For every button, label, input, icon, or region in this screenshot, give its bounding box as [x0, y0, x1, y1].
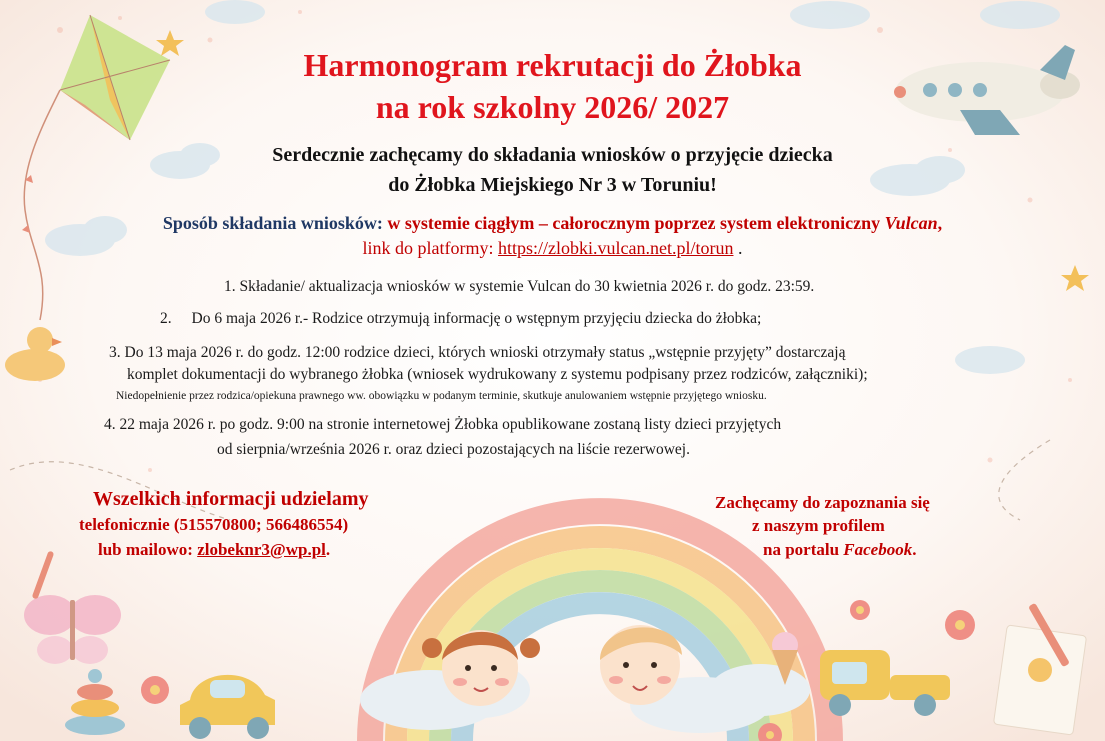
step-4-line-1: 4. 22 maja 2026 r. po godz. 9:00 na stronie internetowej Żłobka opublikowane zostaną listy dzieci przyjętych	[104, 416, 782, 433]
facebook-line-1: Zachęcamy do zapoznania się	[715, 493, 930, 512]
step-3-line-2: komplet dokumentacji do wybranego żłobka (wniosek wydrukowany z systemu podpisany przez rodziców, załączniki);	[127, 366, 868, 383]
platform-link[interactable]: https://zlobki.vulcan.net.pl/torun	[498, 238, 734, 258]
mail-prefix: lub mailowo:	[98, 540, 193, 559]
email-link[interactable]: zlobeknr3@wp.pl	[197, 540, 326, 559]
invitation-line-2: do Żłobka Miejskiego Nr 3 w Toruniu!	[388, 174, 717, 196]
step-2-text: Do 6 maja 2026 r.- Rodzice otrzymują informację o wstępnym przyjęciu dziecka do żłobka;	[191, 310, 762, 327]
page-subtitle: na rok szkolny 2026/ 2027	[375, 89, 730, 125]
link-suffix: .	[737, 238, 743, 258]
facebook-name[interactable]: Facebook	[843, 540, 913, 559]
step-2	[160, 310, 761, 328]
mail-suffix: .	[325, 540, 331, 559]
method-text: w systemie ciągłym – całorocznym poprzez system elektroniczny	[387, 213, 881, 233]
facebook-suffix: .	[912, 540, 917, 559]
platform-link-line	[0, 236, 1105, 260]
method-comma: ,	[937, 213, 943, 233]
page-title: Harmonogram rekrutacji do Żłobka	[303, 47, 802, 83]
facebook-prefix: na portalu	[763, 540, 840, 559]
step-1: 1. Składanie/ aktualizacja wniosków w systemie Vulcan do 30 kwietnia 2026 r. do godz. 23:59.	[224, 278, 815, 295]
invitation-line-1: Serdecznie zachęcamy do składania wniosków o przyjęcie dziecka	[272, 144, 833, 166]
facebook-line-2: z naszym profilem	[752, 516, 885, 535]
contact-mail	[98, 540, 330, 560]
step-2-number: 2.	[160, 310, 172, 327]
facebook-line-3	[763, 540, 916, 560]
contact-heading: Wszelkich informacji udzielamy	[93, 488, 369, 510]
method-system: Vulcan	[884, 213, 938, 233]
application-method	[0, 211, 1105, 235]
contact-phone: telefonicznie (515570800; 566486554)	[79, 515, 349, 534]
step-3-line-1: 3. Do 13 maja 2026 r. do godz. 12:00 rodzice dzieci, których wnioski otrzymały status „wstępnie przyjęty” dostarczają	[109, 344, 846, 361]
step-4-line-2: od sierpnia/września 2026 r. oraz dzieci pozostających na liście rezerwowej.	[217, 441, 690, 458]
link-prefix: link do platformy:	[362, 238, 494, 258]
step-3-note: Niedopełnienie przez rodzica/opiekuna prawnego ww. obowiązku w podanym terminie, skutkuje anulowaniem wstępnie przyjętego wniosku.	[116, 390, 767, 402]
method-label: Sposób składania wniosków:	[162, 213, 383, 233]
